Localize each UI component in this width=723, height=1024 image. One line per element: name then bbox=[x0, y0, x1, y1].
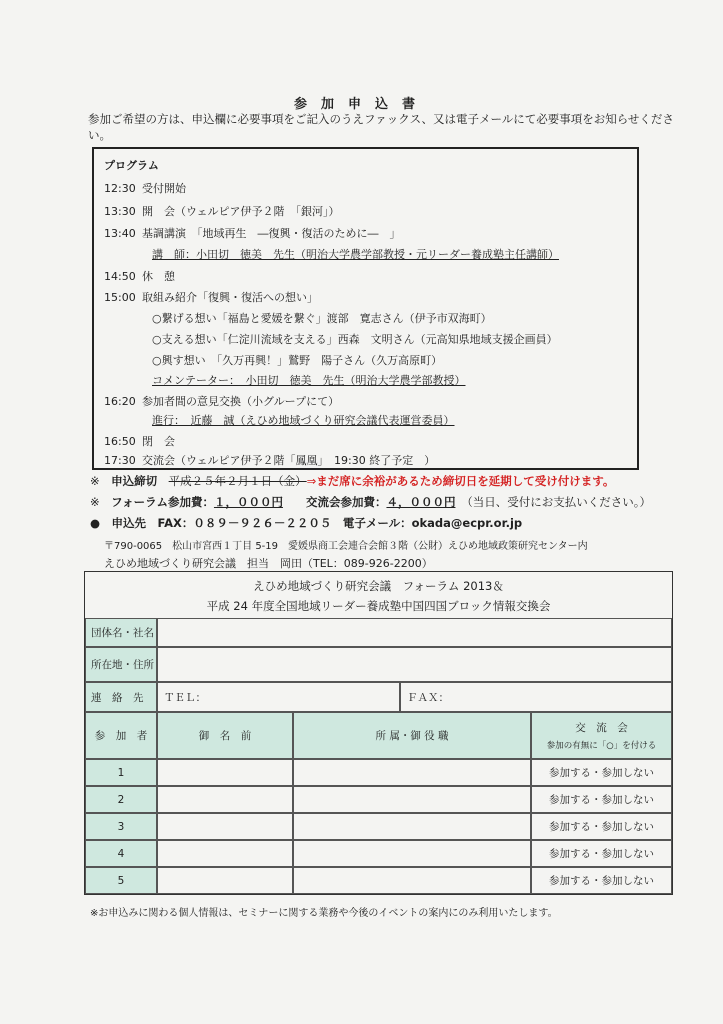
intro-text: 参加ご希望の方は、申込欄に必要事項をご記入のうえファックス、又は電子メールにて必要事項をお知らせください。 bbox=[88, 112, 674, 142]
program-row: 進行： 近藤 誠（えひめ地域づくり研究会議代表運営委員） bbox=[152, 414, 455, 427]
affiliation-header: 所 属・御 役 職 bbox=[293, 712, 531, 759]
program-row: ○支える想い「仁淀川流域を支える」西森 文明さん（元高知県地域支援企画員） bbox=[152, 333, 558, 346]
contact-label: 連 絡 先 bbox=[85, 682, 157, 712]
tel-field[interactable] bbox=[157, 682, 400, 712]
application-form bbox=[84, 571, 673, 895]
program-row: 16:50 閉 会 bbox=[104, 435, 175, 448]
program-row: 13:40 基調講演 「地域再生 ―復興・復活のために― 」 bbox=[104, 227, 401, 240]
program-box bbox=[92, 147, 639, 470]
group-field[interactable] bbox=[157, 618, 672, 647]
affiliation-field[interactable] bbox=[293, 786, 531, 813]
name-header: 御 名 前 bbox=[157, 712, 293, 759]
party-choice[interactable]: 参加する・参加しない bbox=[531, 867, 672, 894]
row-number: 3 bbox=[85, 813, 157, 840]
program-row: 16:20 参加者間の意見交換（小グループにて） bbox=[104, 395, 340, 408]
group-label: 団体名・社名 bbox=[85, 618, 157, 647]
address-label: 所在地・住所 bbox=[85, 647, 157, 682]
party-choice[interactable]: 参加する・参加しない bbox=[531, 759, 672, 786]
contact-address: 〒790-0065 松山市宮西１丁目 5-19 愛媛県商工会連合会館３階（公財）えひめ地域政策研究センター内 bbox=[104, 541, 588, 552]
row-number: 1 bbox=[85, 759, 157, 786]
program-row: 17:30 交流会（ウェルピア伊予２階「鳳凰」 19:30 終了予定 ） bbox=[104, 454, 436, 467]
affiliation-field[interactable] bbox=[293, 759, 531, 786]
fees-line: ※ フォーラム参加費：１，０００円 交流会参加費：４，０００円 （当日、受付にお支払いください。） bbox=[90, 495, 651, 509]
program-row: 15:00 取組み紹介「復興・復活への想い」 bbox=[104, 291, 318, 304]
tel-label: ＴＥＬ： bbox=[164, 691, 206, 704]
party-choice[interactable]: 参加する・参加しない bbox=[531, 840, 672, 867]
party-header bbox=[531, 712, 672, 759]
program-row: 14:50 休 憩 bbox=[104, 270, 175, 283]
name-field[interactable] bbox=[157, 786, 293, 813]
program-row: 13:30 開 会（ウェルピア伊予２階 「銀河」） bbox=[104, 205, 340, 218]
affiliation-field[interactable] bbox=[293, 840, 531, 867]
participants-label: 参 加 者 bbox=[85, 712, 157, 759]
party-header-label: 交 流 会 bbox=[575, 722, 628, 734]
program-row: ○繋げる想い「福島と愛媛を繋ぐ」渡部 寛志さん（伊予市双海町） bbox=[152, 312, 492, 325]
row-number: 5 bbox=[85, 867, 157, 894]
fax-field[interactable] bbox=[400, 682, 672, 712]
form-title-2: 平成 24 年度全国地域リーダー養成塾中国四国ブロック情報交換会 bbox=[206, 599, 551, 613]
privacy-footnote: ※お申込みに関わる個人情報は、セミナーに関する業務や今後のイベントの案内にのみ利用いたします。 bbox=[90, 908, 558, 919]
affiliation-field[interactable] bbox=[293, 867, 531, 894]
party-choice[interactable]: 参加する・参加しない bbox=[531, 813, 672, 840]
program-row: ○興す想い 「久万再興！」鷲野 陽子さん（久万高原町） bbox=[152, 354, 443, 367]
row-number: 4 bbox=[85, 840, 157, 867]
form-title-1: えひめ地域づくり研究会議 フォーラム 2013＆ bbox=[253, 579, 504, 593]
affiliation-field[interactable] bbox=[293, 813, 531, 840]
page-title: 参加申込書 bbox=[293, 97, 429, 112]
program-row: 講 師：小田切 徳美 先生（明治大学農学部教授・元リーダー養成塾主任講師） bbox=[152, 248, 559, 261]
name-field[interactable] bbox=[157, 759, 293, 786]
contact-org: えひめ地域づくり研究会議 担当 岡田（TEL：089-926-2200） bbox=[104, 557, 433, 570]
program-heading: プログラム bbox=[104, 159, 159, 172]
name-field[interactable] bbox=[157, 840, 293, 867]
program-row: 12:30 受付開始 bbox=[104, 182, 186, 195]
contact-line: ● 申込先 FAX：０８９－９２６－２２０５ 電子メール：okada@ecpr.or.jp bbox=[90, 516, 523, 530]
program-row: コメンテーター： 小田切 徳美 先生（明治大学農学部教授） bbox=[152, 374, 466, 387]
fax-label: ＦＡＸ： bbox=[407, 691, 449, 704]
party-choice[interactable]: 参加する・参加しない bbox=[531, 786, 672, 813]
name-field[interactable] bbox=[157, 813, 293, 840]
name-field[interactable] bbox=[157, 867, 293, 894]
party-header-note: 参加の有無に「○」を付ける bbox=[546, 741, 657, 751]
deadline-line: ※ 申込締切 平成２５年２月１日（金）⇒まだ席に余裕があるため締切日を延期して受け付けます。 bbox=[90, 474, 615, 488]
row-number: 2 bbox=[85, 786, 157, 813]
address-field[interactable] bbox=[157, 647, 672, 682]
